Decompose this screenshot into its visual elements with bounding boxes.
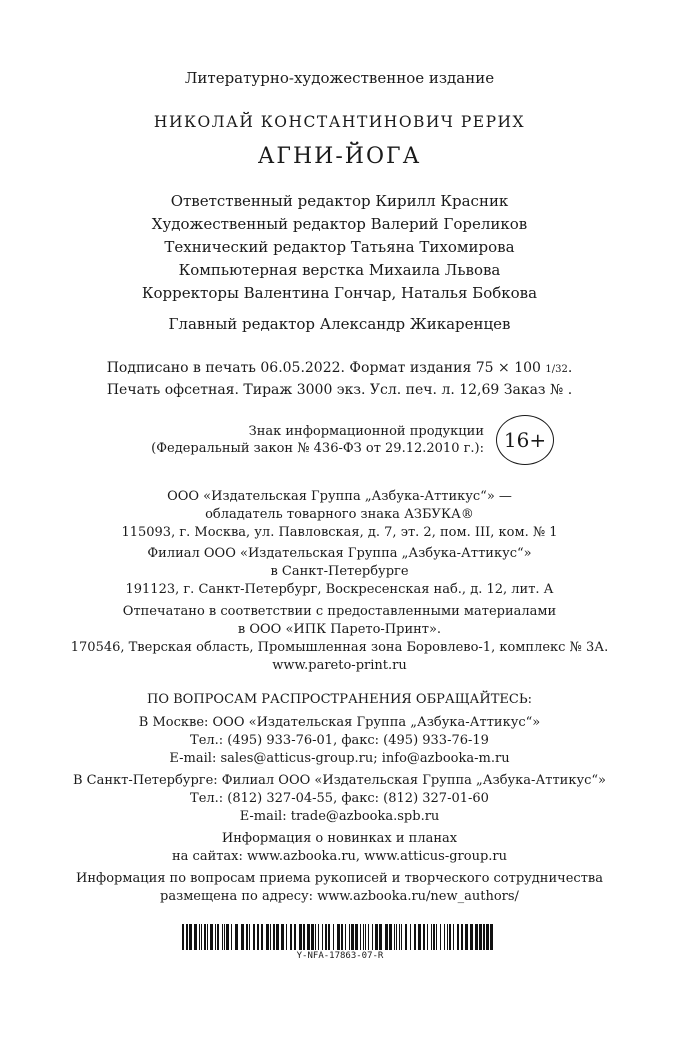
barcode-bar	[349, 924, 350, 950]
branch-line: в Санкт-Петербурге	[270, 564, 409, 579]
credit-line: Художественный редактор Валерий Гореликов	[151, 215, 528, 233]
credit-line: Технический редактор Татьяна Тихомирова	[164, 238, 515, 256]
barcode-bar	[226, 924, 229, 950]
barcode-bar	[294, 924, 296, 950]
barcode-bar	[204, 924, 206, 950]
barcode-bar	[246, 924, 248, 950]
barcode-bar	[257, 924, 259, 950]
barcode-bar	[194, 924, 197, 950]
barcode-bar	[396, 924, 397, 950]
barcode-bar	[281, 924, 284, 950]
news-line: на сайтах: www.azbooka.ru, www.atticus-group.ru	[171, 849, 507, 864]
manuscripts-line: Информация по вопросам приема рукописей и творческого сотрудничества	[76, 871, 603, 886]
barcode-bar	[189, 924, 192, 950]
barcode-bar	[253, 924, 255, 950]
barcode-bar	[224, 924, 225, 950]
barcode-bar	[182, 924, 184, 950]
barcode-bar	[328, 924, 330, 950]
barcode-bar	[355, 924, 358, 950]
branch-line: 191123, г. Санкт-Петербург, Воскресенская наб., д. 12, лит. А	[125, 582, 554, 597]
barcode-bar	[418, 924, 421, 950]
barcode-bar	[385, 924, 388, 950]
credit-line: Корректоры Валентина Гончар, Наталья Бобкова	[141, 284, 538, 302]
barcode-bar	[449, 924, 451, 950]
barcode-bar	[186, 924, 188, 950]
barcode-bar	[337, 924, 340, 950]
barcode-bar	[241, 924, 244, 950]
manuscripts-line: размещена по адресу: www.azbooka.ru/new_authors/	[160, 889, 519, 904]
barcode-bar	[307, 924, 310, 950]
barcode-bar	[423, 924, 425, 950]
barcode-icon	[180, 924, 500, 950]
barcode-bar	[341, 924, 343, 950]
barcode-code: Y-NFA-17863-07-R	[296, 951, 384, 961]
barcode-bar	[210, 924, 213, 950]
barcode-bar	[333, 924, 334, 950]
barcode-bar	[311, 924, 314, 950]
barcode-bar	[427, 924, 428, 950]
barcode-bar	[303, 924, 305, 950]
barcode-bar	[447, 924, 448, 950]
barcode-bar	[299, 924, 302, 950]
barcode-bar	[231, 924, 232, 950]
branch-line: Филиал ООО «Издательская Группа „Азбука-Аттикус“»	[147, 546, 532, 561]
barcode-bar	[363, 924, 364, 950]
barcode-bar	[290, 924, 292, 950]
barcode-bar	[479, 924, 482, 950]
genre: Литературно-художественное издание	[184, 69, 495, 87]
barcode-bar	[389, 924, 392, 950]
publisher-line: обладатель товарного знака АЗБУКА®	[205, 507, 474, 522]
distribution-heading: ПО ВОПРОСАМ РАСПРОСТРАНЕНИЯ ОБРАЩАЙТЕСЬ:	[146, 692, 532, 707]
barcode-bar	[401, 924, 402, 950]
barcode-bar	[360, 924, 361, 950]
barcode-bar	[436, 924, 437, 950]
printer-line: 170546, Тверская область, Промышленная зона Боровлево-1, комплекс № 3А.	[70, 640, 609, 655]
printer-line: www.pareto-print.ru	[272, 658, 407, 673]
barcode-bar	[470, 924, 473, 950]
info-sign-law: (Федеральный закон № 436-ФЗ от 29.12.2010 г.):	[151, 441, 484, 456]
barcode-bar	[286, 924, 287, 950]
distribution-spb-line: E-mail: trade@azbooka.spb.ru	[239, 809, 440, 824]
barcode-bar	[318, 924, 319, 950]
barcode-bar	[475, 924, 478, 950]
book-title: АГНИ-ЙОГА	[257, 144, 422, 169]
barcode-bar	[410, 924, 411, 950]
distribution-spb-line: Тел.: (812) 327-04-55, факс: (812) 327-01-60	[190, 791, 489, 806]
barcode-bar	[315, 924, 316, 950]
barcode-bar	[325, 924, 327, 950]
barcode-bar	[433, 924, 435, 950]
barcode-bar	[276, 924, 279, 950]
publisher-line: 115093, г. Москва, ул. Павловская, д. 7, эт. 2, пом. III, ком. № 1	[121, 525, 558, 540]
print-info-line	[0, 360, 679, 376]
barcode-bar	[207, 924, 208, 950]
distribution-spb-line: В Санкт-Петербурге: Филиал ООО «Издательская Группа „Азбука-Аттикус“»	[72, 773, 607, 788]
barcode-bar	[261, 924, 263, 950]
print-info-prefix: Подписано в печать 06.05.2022. Формат издания 75 × 100	[106, 360, 546, 376]
barcode-bar	[431, 924, 432, 950]
barcode-bar	[465, 924, 468, 950]
barcode-bar	[249, 924, 250, 950]
barcode-bar	[483, 924, 485, 950]
barcode-bar	[345, 924, 346, 950]
barcode-bar	[322, 924, 323, 950]
barcode-bar	[457, 924, 459, 950]
chief-editor: Главный редактор Александр Жикаренцев	[168, 315, 511, 333]
barcode-bar	[199, 924, 200, 950]
barcode-bar	[270, 924, 271, 950]
barcode-bar	[368, 924, 369, 950]
age-rating-badge: 16+	[496, 415, 554, 465]
distribution-moscow-line: E-mail: sales@atticus-group.ru; info@azbooka-m.ru	[169, 751, 510, 766]
barcode-bar	[453, 924, 454, 950]
barcode-bar	[405, 924, 407, 950]
news-line: Информация о новинках и планах	[221, 831, 458, 846]
barcode-bar	[440, 924, 441, 950]
credit-line: Компьютерная верстка Михаила Львова	[178, 261, 501, 279]
barcode-bar	[273, 924, 275, 950]
barcode-bar	[379, 924, 382, 950]
info-sign-label: Знак информационной продукции	[248, 424, 484, 439]
barcode-bar	[215, 924, 216, 950]
barcode-bar	[444, 924, 445, 950]
barcode-bar	[201, 924, 202, 950]
print-info-line: Печать офсетная. Тираж 3000 экз. Усл. печ. л. 12,69 Заказ № .	[106, 382, 573, 398]
printer-line: Отпечатано в соответствии с предоставленными материалами	[122, 604, 557, 619]
format-fraction: 1/32	[545, 364, 568, 375]
barcode-bar	[266, 924, 269, 950]
distribution-moscow-line: Тел.: (495) 933-76-01, факс: (495) 933-76-19	[190, 733, 489, 748]
barcode-bar	[365, 924, 366, 950]
barcode-bar	[222, 924, 223, 950]
barcode-bar	[375, 924, 378, 950]
barcode-bar	[351, 924, 354, 950]
barcode-bar	[461, 924, 463, 950]
barcode-bar	[486, 924, 489, 950]
barcode-bar	[235, 924, 238, 950]
barcode-bar	[217, 924, 219, 950]
barcode-bar	[490, 924, 493, 950]
distribution-moscow-line: В Москве: ООО «Издательская Группа „Азбука-Аттикус“»	[138, 715, 541, 730]
barcode-bar	[399, 924, 400, 950]
credit-line: Ответственный редактор Кирилл Красник	[170, 192, 509, 210]
printer-line: в ООО «ИПК Парето-Принт».	[237, 622, 442, 637]
barcode-bar	[414, 924, 416, 950]
print-info-suffix: .	[567, 360, 573, 376]
barcode-bar	[372, 924, 373, 950]
author-name: НИКОЛАЙ КОНСТАНТИНОВИЧ РЕРИХ	[153, 113, 526, 131]
barcode-bar	[394, 924, 395, 950]
publisher-line: ООО «Издательская Группа „Азбука-Аттикус“» —	[167, 489, 512, 504]
